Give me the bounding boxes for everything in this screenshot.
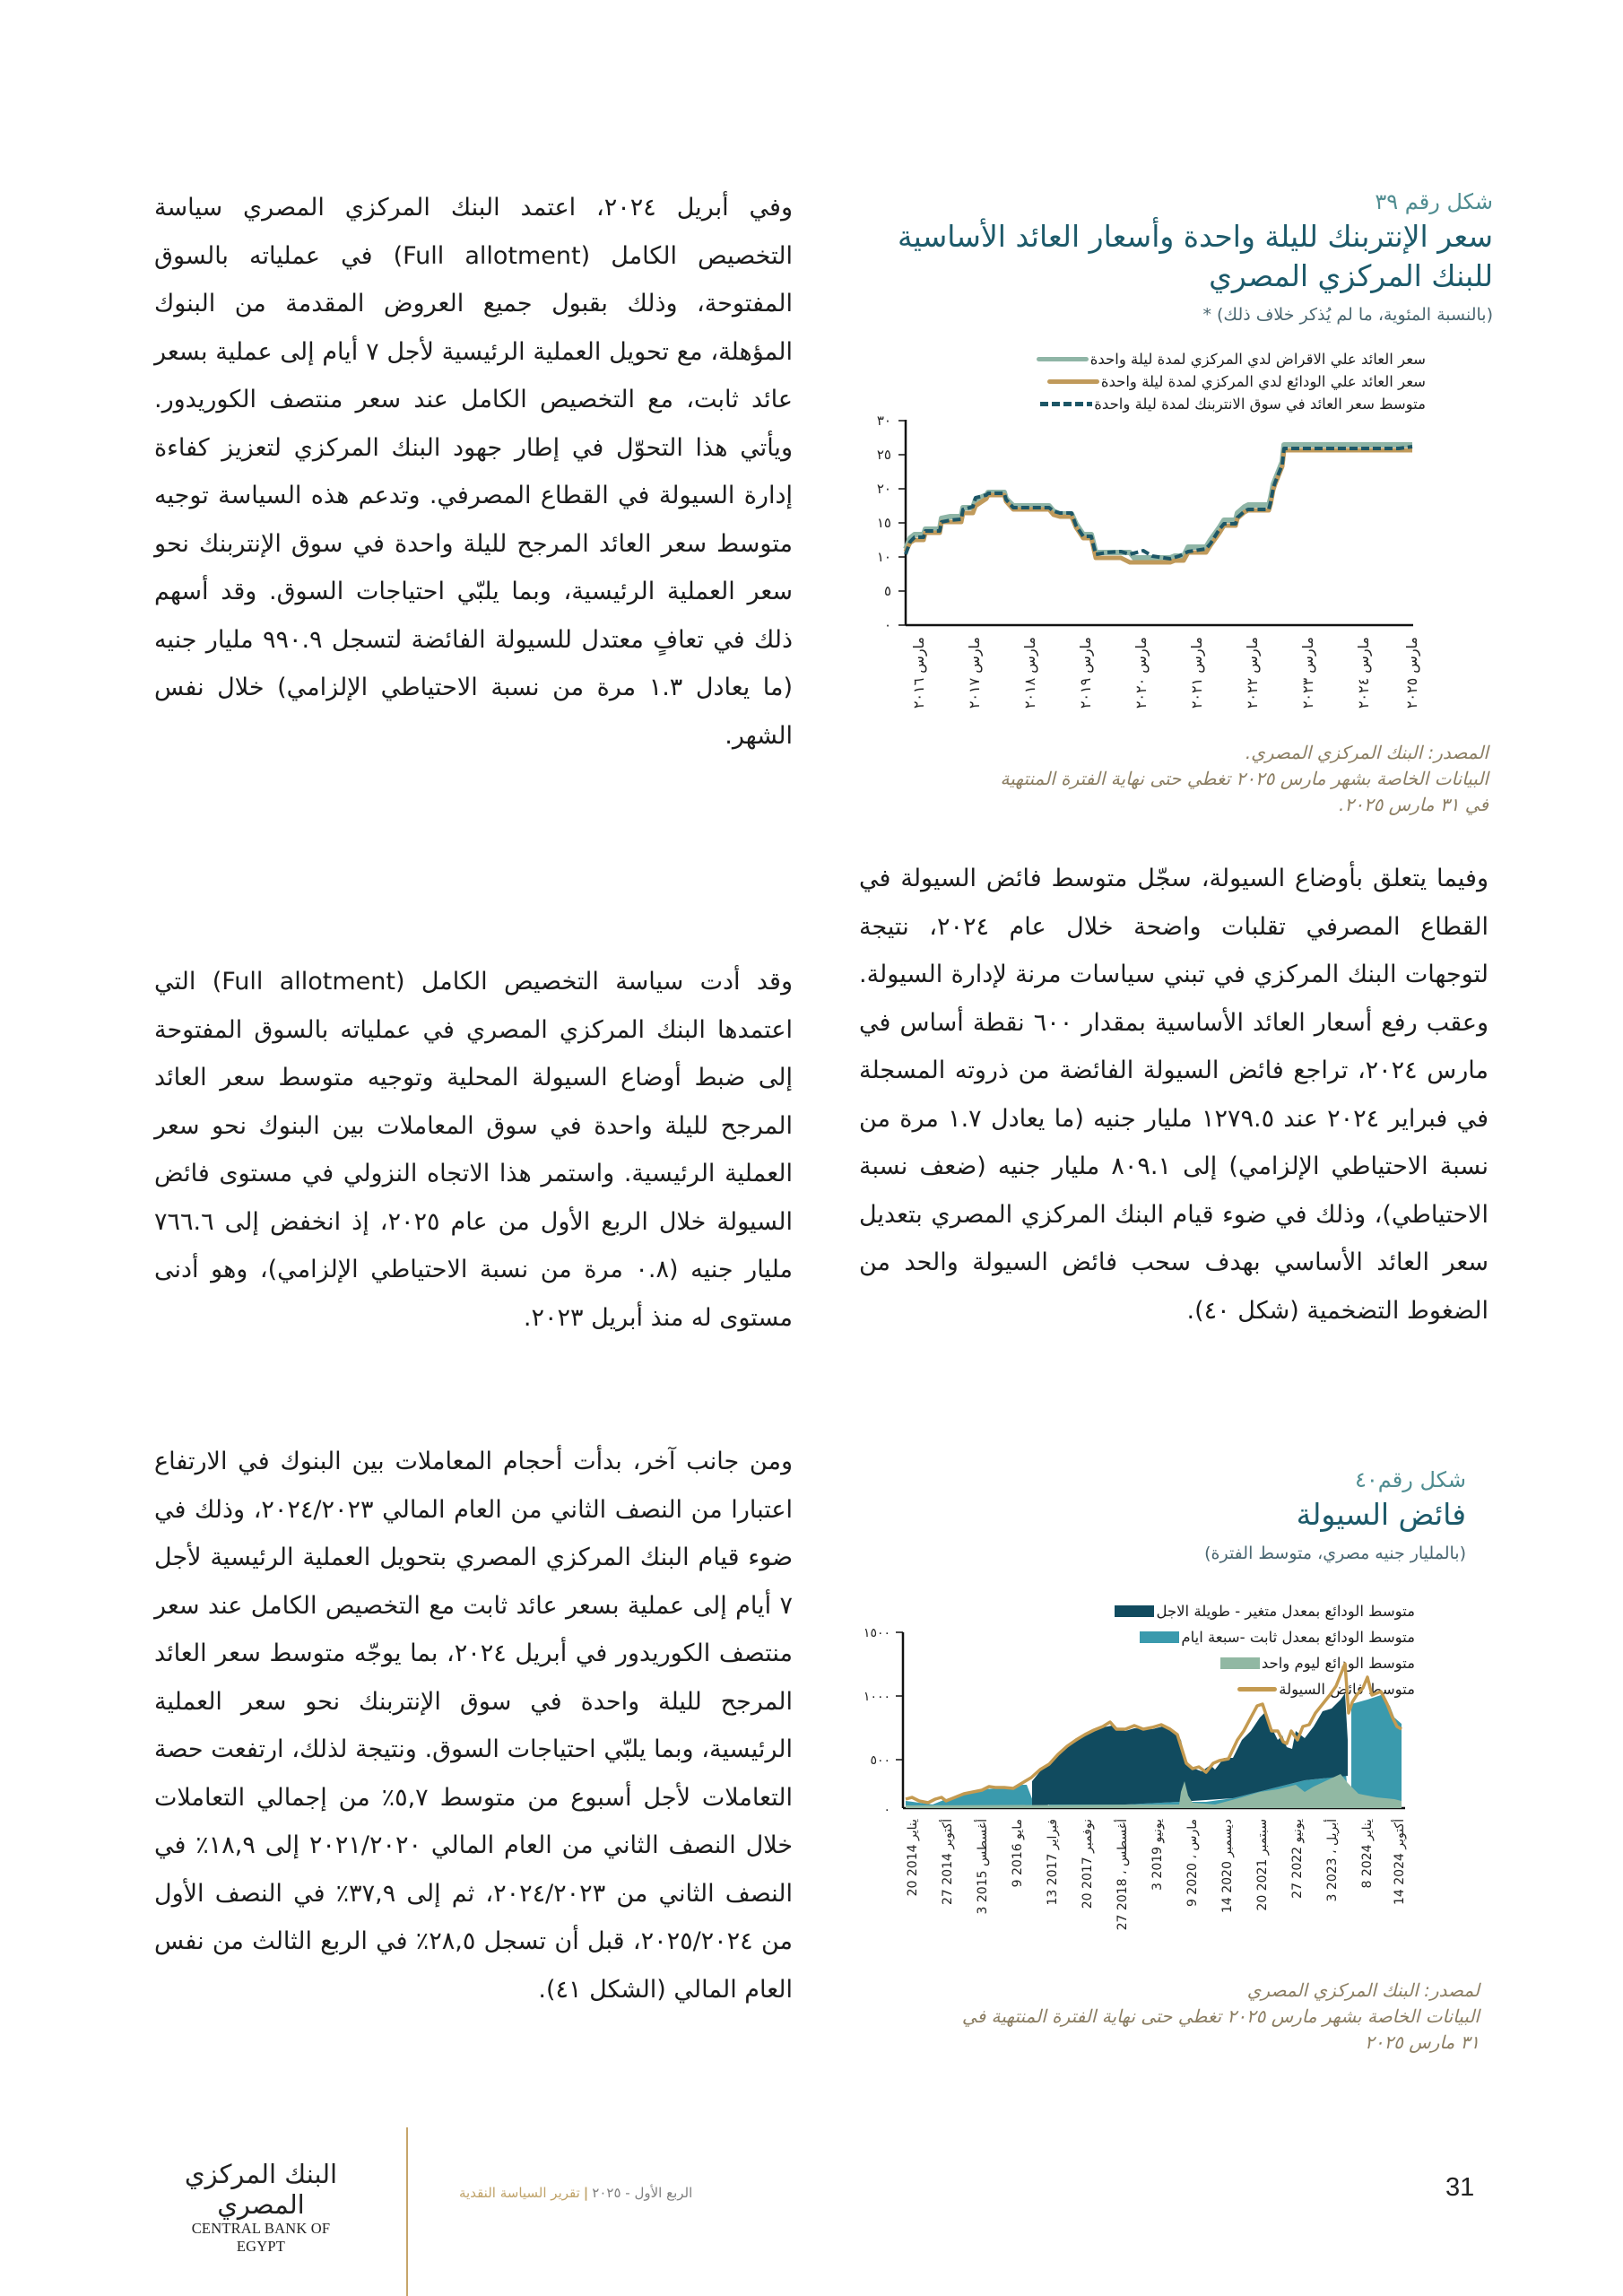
page-number: 31 <box>1445 2173 1475 2202</box>
source-line: المصدر: البنك المركزي المصري. <box>1245 742 1488 763</box>
liquidity-paragraph: وفيما يتعلق بأوضاع السيولة، سجّل متوسط فائض السيولة في القطاع المصرفي تقلبات واضحة خلال عام ٢٠٢٤، نتيجة لتوجهات البنك المركزي في تبني سياسات مرنة لإدارة السيولة. وعقب رفع أسعار العائد الأساسية بمقدار ٦٠٠ نقطة أساس في مارس ٢٠٢٤، تراجع فائض السيولة الفائضة من ذروته المسجلة في فبراير ٢٠٢٤ عند ١٢٧٩.٥ مليار جنيه (ما يعادل ١.٧ مرة من نسبة الاحتياطي الإلزامي) إلى ٨٠٩.١ مليار جنيه (ضعف نسبة الاحتياطي)، وذلك في ضوء قيام البنك المركزي المصري بتعديل سعر العائد الأساسي بهدف سحب فائض السيولة والحد من الضغوط التضخمية (شكل ٤٠). <box>859 865 1489 1325</box>
figure-39-header <box>856 187 1493 328</box>
legend-label: سعر العائد علي الودائع لدي المركزي لمدة ليلة واحدة <box>1100 373 1426 390</box>
x-tick-oct-2024: 14 أكتوبر 2024 <box>1393 1819 1407 1905</box>
legend-label: سعر العائد علي الاقراض لدي المركزي لمدة ليلة واحدة <box>1089 351 1426 368</box>
figure-39-line-chart <box>861 413 1435 735</box>
source-line: لمصدر: البنك المركزي المصري <box>1246 1979 1480 2001</box>
legend-item-lending-rate <box>924 348 1426 370</box>
x-tick-2020: مارس ٢٠٢٠ <box>1133 637 1150 709</box>
x-tick-2023: مارس ٢٠٢٣ <box>1299 637 1316 709</box>
footer-divider <box>406 2127 408 2296</box>
separator: | <box>583 2185 589 2201</box>
figure-39-legend <box>924 348 1426 415</box>
report-period: الربع الأول - ٢٠٢٥ <box>592 2185 693 2201</box>
y-tick-10: ١٠ <box>876 549 891 565</box>
x-tick-2024: مارس ٢٠٢٤ <box>1355 637 1372 709</box>
interbank-volumes-paragraph: ومن جانب آخر، بدأت أحجام المعاملات بين البنوك في الارتفاع اعتبارا من النصف الثاني من العام المالي ٢٠٢٤/٢٠٢٣، وذلك في ضوء قيام البنك المركزي المصري بتحويل العملية الرئيسية لأجل ٧ أيام إلى عملية بسعر عائد ثابت مع التخصيص الكامل عند سعر منتصف الكوريدور في أبريل ٢٠٢٤، بما يوجّه متوسط سعر العائد المرجح لليلة واحدة في سوق الإنتربنك نحو سعر العملية الرئيسية، وبما يلبّي احتياجات السوق. ونتيجة لذلك، ارتفعت حصة التعاملات لأجل أسبوع من متوسط ٥,٧٪ من إجمالي التعاملات خلال النصف الثاني من العام المالي ٢٠٢١/٢٠٢٠ إلى ١٨,٩٪ في النصف الثاني من ٢٠٢٤/٢٠٢٣، ثم إلى ٣٧,٩٪ في النصف الأول من ٢٠٢٥/٢٠٢٤، قبل أن تسجل ٢٨,٥٪ في الربع الثالث من نفس العام المالي (الشكل ٤١). <box>154 1448 794 2004</box>
report-running-title <box>459 2185 692 2201</box>
y-tick-1500: ١٥٠٠ <box>863 1626 890 1640</box>
x-tick-feb-2017: 13 فبراير 2017 <box>1046 1819 1060 1906</box>
x-tick-sep-2021: 20 سبتمبر 2021 <box>1255 1819 1270 1911</box>
series-deposit-rate <box>906 450 1412 562</box>
cbe-logo-english: CENTRAL BANK OF EGYPT <box>191 2220 331 2255</box>
x-tick-2019: مارس ٢٠١٩ <box>1077 637 1094 709</box>
x-tick-2021: مارس ٢٠٢١ <box>1188 637 1205 709</box>
x-tick-jan-2024: 8 يناير 2024 <box>1360 1819 1375 1889</box>
y-tick-0: ٠ <box>883 617 891 633</box>
x-tick-jan-2014: 20 يناير 2014 <box>906 1819 920 1897</box>
legend-line-dashed-teal-icon <box>1040 402 1092 406</box>
figure-39-title-line1: سعر الإنتربنك لليلة واحدة وأسعار العائد الأساسية <box>897 219 1493 254</box>
x-tick-dec-2020: 14 ديسمبر 2020 <box>1220 1819 1235 1914</box>
figure-39-label: شكل رقم ٣٩ <box>1375 189 1493 214</box>
figure-40-area-chart <box>856 1605 1448 1964</box>
figure-40-unit: (بالمليار جنيه مصري، متوسط الفترة) <box>1204 1544 1466 1563</box>
x-tick-2022: مارس ٢٠٢٢ <box>1244 637 1261 709</box>
x-tick-2017: مارس ٢٠١٧ <box>966 637 983 709</box>
source-note-line: ٣١ مارس ٢٠٢٥ <box>1364 2031 1480 2053</box>
cbe-logo-arabic: البنك المركزي المصري <box>184 2159 338 2220</box>
y-tick-15: ١٥ <box>876 515 891 531</box>
legend-label: متوسط الودائع بمعدل ثابت -سبعة ايام <box>1181 1629 1415 1646</box>
x-tick-aug-2018: 27 أغسطس ، 2018 <box>1115 1819 1130 1931</box>
figure-39-source <box>861 740 1488 818</box>
legend-label: متوسط فائض السيولة <box>1279 1681 1415 1698</box>
x-tick-mar-2020: 9 مارس ، 2020 <box>1185 1819 1200 1908</box>
figure-40-source <box>861 1978 1480 2056</box>
y-tick-30: ٣٠ <box>876 413 891 429</box>
y-tick-500: ٥٠٠ <box>870 1753 890 1768</box>
source-note-line: البيانات الخاصة بشهر مارس ٢٠٢٥ تغطي حتى نهاية الفترة المنتهية <box>1000 768 1488 789</box>
source-note-line: البيانات الخاصة بشهر مارس ٢٠٢٥ تغطي حتى نهاية الفترة المنتهية في <box>961 2005 1480 2027</box>
legend-label: متوسط الودائع بمعدل متغير - طويلة الاجل <box>1156 1603 1415 1620</box>
x-tick-oct-2014: 27 أكتوبر 2014 <box>941 1819 955 1905</box>
x-tick-aug-2015: 3 أغسطس 2015 <box>976 1819 990 1915</box>
x-tick-may-2016: 9 مايو 2016 <box>1011 1819 1025 1888</box>
y-tick-0: ٠ <box>883 1803 890 1817</box>
y-tick-25: ٢٥ <box>876 447 891 463</box>
x-tick-nov-2017: 20 نوفمبر 2017 <box>1081 1819 1095 1909</box>
x-tick-2016: مارس ٢٠١٦ <box>910 637 927 709</box>
x-tick-jun-2019: 3 يونيو 2019 <box>1150 1819 1165 1891</box>
legend-label: متوسط سعر العائد في سوق الانتربنك لمدة ليلة واحدة <box>1094 396 1426 413</box>
figure-40-title: فائض السيولة <box>1296 1497 1466 1532</box>
x-tick-2018: مارس ٢٠١٨ <box>1021 637 1038 709</box>
y-tick-1000: ١٠٠٠ <box>863 1690 890 1704</box>
x-tick-apr-2023: 3 أبريل ، 2023 <box>1325 1819 1340 1902</box>
figure-39-unit: (بالنسبة المئوية، ما لم يُذكر خلاف ذلك) * <box>1202 305 1493 325</box>
full-allotment-paragraph: وفي أبريل ٢٠٢٤، اعتمد البنك المركزي المصري سياسة التخصيص الكامل (Full allotment) في عملياته بالسوق المفتوحة، وذلك بقبول جميع العروض المقدمة من البنوك المؤهلة، مع تحويل العملية الرئيسية لأجل ٧ أيام إلى عملية بسعر عائد ثابت، مع التخصيص الكامل عند سعر منتصف الكوريدور. ويأتي هذا التحوّل في إطار جهود البنك المركزي لتعزيز كفاءة إدارة السيولة في القطاع المصرفي. وتدعم هذه السياسة توجيه متوسط سعر العائد المرجح لليلة واحدة في سوق الإنتربنك نحو سعر العملية الرئيسية، وبما يلبّي احتياجات السوق. وقد أسهم ذلك في تعافٍ معتدل للسيولة الفائضة لتسجل ٩٩٠.٩ مليار جنيه (ما يعادل ١.٣ مرة من نسبة الاحتياطي الإلزامي) خلال نفس الشهر. <box>154 194 794 750</box>
x-tick-jun-2022: 27 يونيو 2022 <box>1290 1819 1305 1899</box>
figure-40-header <box>856 1465 1493 1567</box>
x-tick-2025: مارس ٢٠٢٥ <box>1403 637 1420 709</box>
source-note-line: في ٣١ مارس ٢٠٢٥. <box>1339 794 1488 815</box>
liquidity-trend-paragraph: وقد أدت سياسة التخصيص الكامل (Full allotment) التي اعتمدها البنك المركزي المصري في عملياته بالسوق المفتوحة إلى ضبط أوضاع السيولة المحلية وتوجيه متوسط سعر العائد المرجح لليلة واحدة في سوق المعاملات بين البنوك نحو سعر العملية الرئيسية. واستمر هذا الاتجاه النزولي في مستوى فائض السيولة خلال الربع الأول من عام ٢٠٢٥، إذ انخفض إلى ٧٦٦.٦ مليار جنيه (٠.٨ مرة من نسبة الاحتياطي الإلزامي)، وهو أدنى مستوى له منذ أبريل ٢٠٢٣. <box>154 968 794 1332</box>
cbe-logo <box>167 2159 355 2256</box>
figure-39-title-line2: للبنك المركزي المصري <box>1209 258 1493 293</box>
legend-line-solid-green-icon <box>1037 357 1089 361</box>
report-name: تقرير السياسة النقدية <box>459 2185 580 2201</box>
legend-line-solid-gold-icon <box>1047 379 1099 384</box>
legend-item-deposit-rate <box>924 370 1426 393</box>
y-tick-20: ٢٠ <box>876 481 891 497</box>
y-tick-5: ٥ <box>883 583 891 599</box>
legend-label: متوسط الودائع ليوم واحد <box>1261 1655 1415 1672</box>
figure-40-label: شكل رقم٤٠ <box>1355 1467 1466 1492</box>
